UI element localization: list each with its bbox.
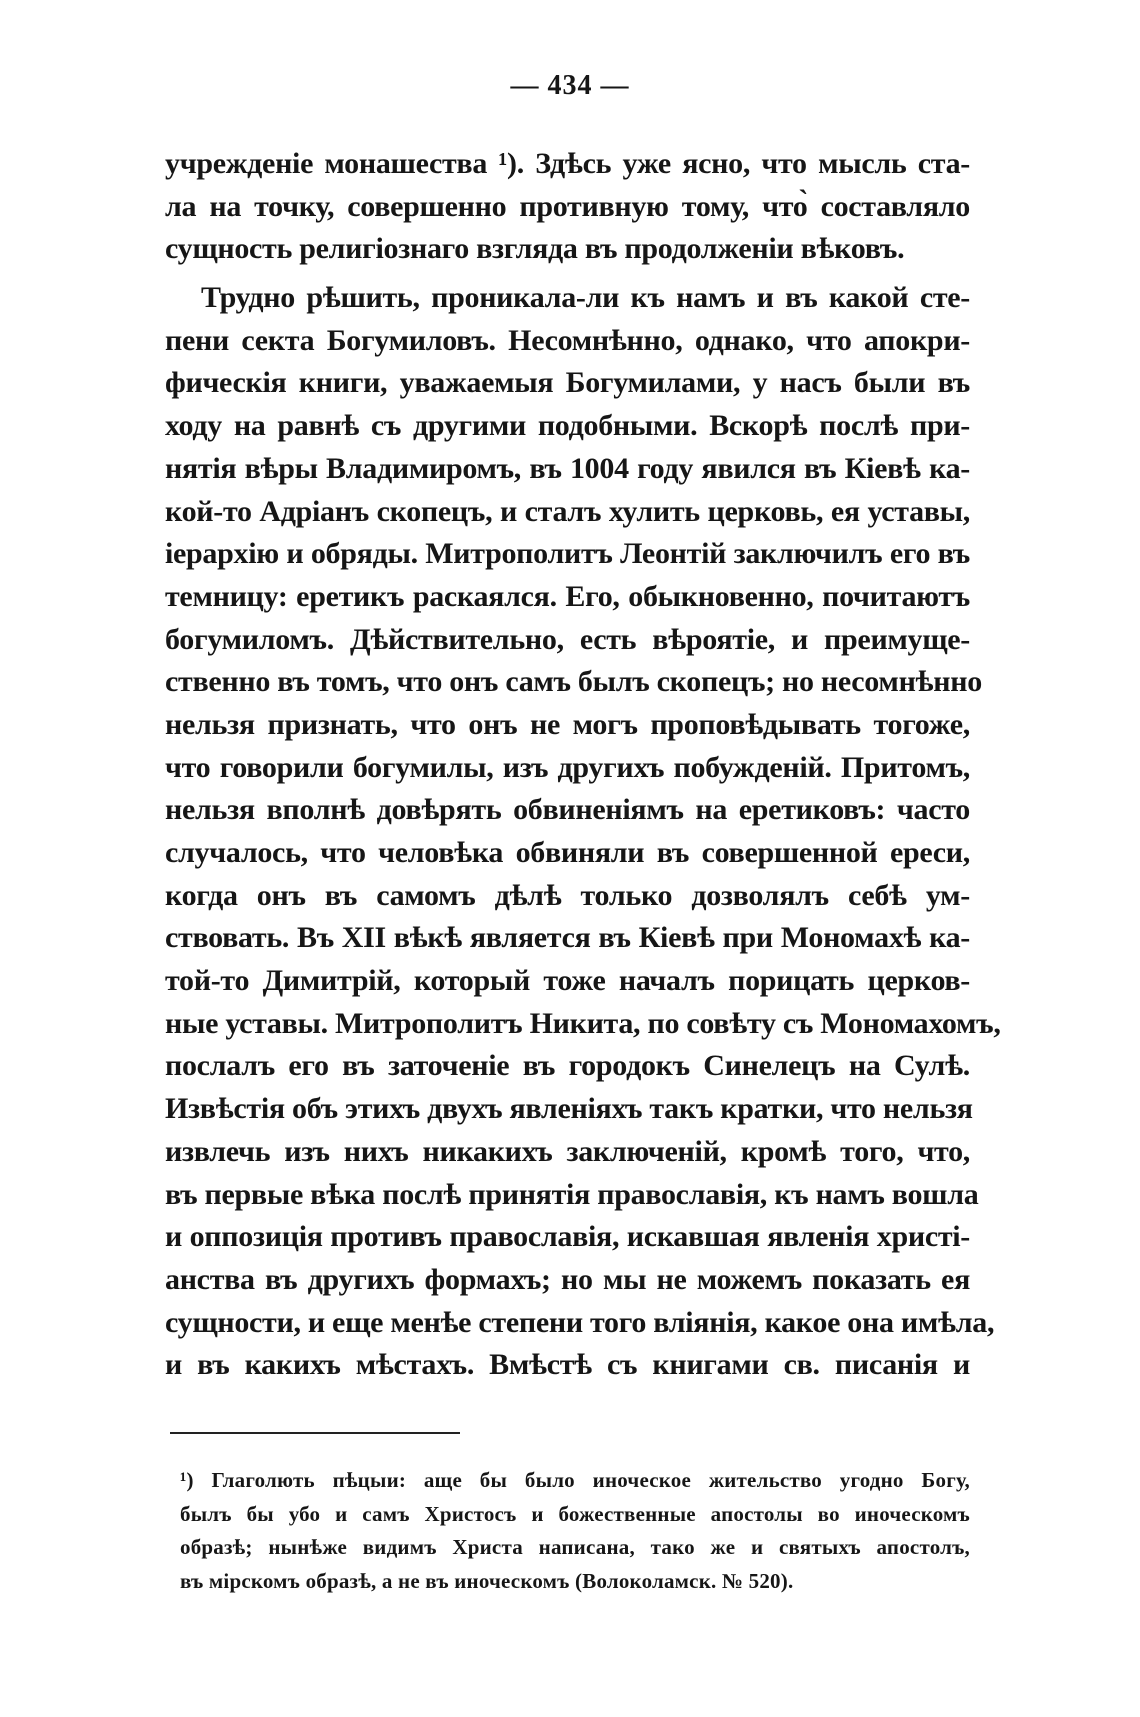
text-line: извлечь изъ нихъ никакихъ заключеній, кромѣ того, что, (165, 1134, 970, 1168)
text-line: когда онъ въ самомъ дѣлѣ только дозволялъ себѣ ум- (165, 878, 970, 912)
text-line: нельзя признать, что онъ не могъ проповѣдывать тогоже, (165, 707, 970, 741)
text-line: что говорили богумилы, изъ другихъ побужденій. Притомъ, (165, 750, 970, 784)
text-line: нятія вѣры Владимиромъ, въ 1004 году явился въ Кіевѣ ка- (165, 451, 970, 485)
footnote-divider (170, 1432, 460, 1434)
text-line: анства въ другихъ формахъ; но мы не можемъ показать ея (165, 1262, 970, 1296)
footnote (180, 1464, 970, 1598)
footnote-line: образѣ; нынѣже видимъ Христа написана, тако же и святыхъ апостолъ, (180, 1535, 970, 1559)
text-line: въ первые вѣка послѣ принятія православія, къ намъ вошла (165, 1177, 979, 1211)
text-line: послалъ его въ заточеніе въ городокъ Синелецъ на Сулѣ. (165, 1049, 970, 1083)
text-line: сущности, и еще менѣе степени того вліянія, какое она имѣла, (165, 1305, 995, 1339)
text-line: фическія книги, уважаемыя Богумилами, у насъ были въ (165, 366, 970, 400)
footnote-line: въ мірскомъ образѣ, а не въ иноческомъ (Волоколамск. № 520). (180, 1568, 794, 1593)
text-line: богумиломъ. Дѣйствительно, есть вѣроятіе, и преимуще- (165, 622, 970, 656)
text-line: ные уставы. Митрополитъ Никита, по совѣту съ Мономахомъ, (165, 1006, 1001, 1040)
text-line: учрежденіе монашества ¹). Здѣсь уже ясно, что мысль ста- (165, 147, 970, 180)
footnote-line: былъ бы убо и самъ Христосъ и божественные апостолы во иноческомъ (180, 1501, 970, 1526)
text-line: ствовать. Въ XII вѣкѣ является въ Кіевѣ при Мономахѣ ка- (165, 921, 970, 955)
text-line: кой-то Адріанъ скопецъ, и сталъ хулить церковь, ея уставы, (165, 494, 970, 528)
text-line: ственно въ томъ, что онъ самъ былъ скопецъ; но несомнѣнно (165, 665, 982, 699)
text-line: пени секта Богумиловъ. Несомнѣнно, однако, что апокри- (165, 323, 970, 357)
text-line: ла на точку, совершенно противную тому, что̀ составляло (165, 189, 970, 223)
text-line: ходу на равнѣ съ другими подобными. Вскорѣ послѣ при- (165, 409, 970, 443)
text-line: нельзя вполнѣ довѣрять обвиненіямъ на еретиковъ: часто (165, 793, 970, 827)
page-number: — 434 — (510, 70, 630, 101)
text-line: той-то Димитрій, который тоже началъ порицать церков- (165, 964, 970, 998)
text-line: іерархію и обряды. Митрополитъ Леонтій заключилъ его въ (165, 537, 970, 571)
text-line: и въ какихъ мѣстахъ. Вмѣстѣ съ книгами св. писанія и (165, 1348, 970, 1382)
text-line: Трудно рѣшить, проникала-ли къ намъ и въ какой сте- (201, 281, 970, 315)
text-line: Извѣстія объ этихъ двухъ явленіяхъ такъ кратки, что нельзя (165, 1092, 973, 1126)
text-line: случалось, что человѣка обвиняли въ совершенной ереси, (165, 836, 970, 869)
main-text (165, 143, 1001, 1387)
text-line: сущность религіознаго взгляда въ продолженіи вѣковъ. (165, 232, 905, 266)
text-line: темницу: еретикъ раскаялся. Его, обыкновенно, почитаютъ (165, 579, 970, 613)
footnote-line: ¹) Глаголють пѣцыи: аще бы было иноческое жительство угодно Богу, (180, 1468, 970, 1492)
text-line: и оппозиція противъ православія, искавшая явленія христі- (165, 1220, 970, 1254)
